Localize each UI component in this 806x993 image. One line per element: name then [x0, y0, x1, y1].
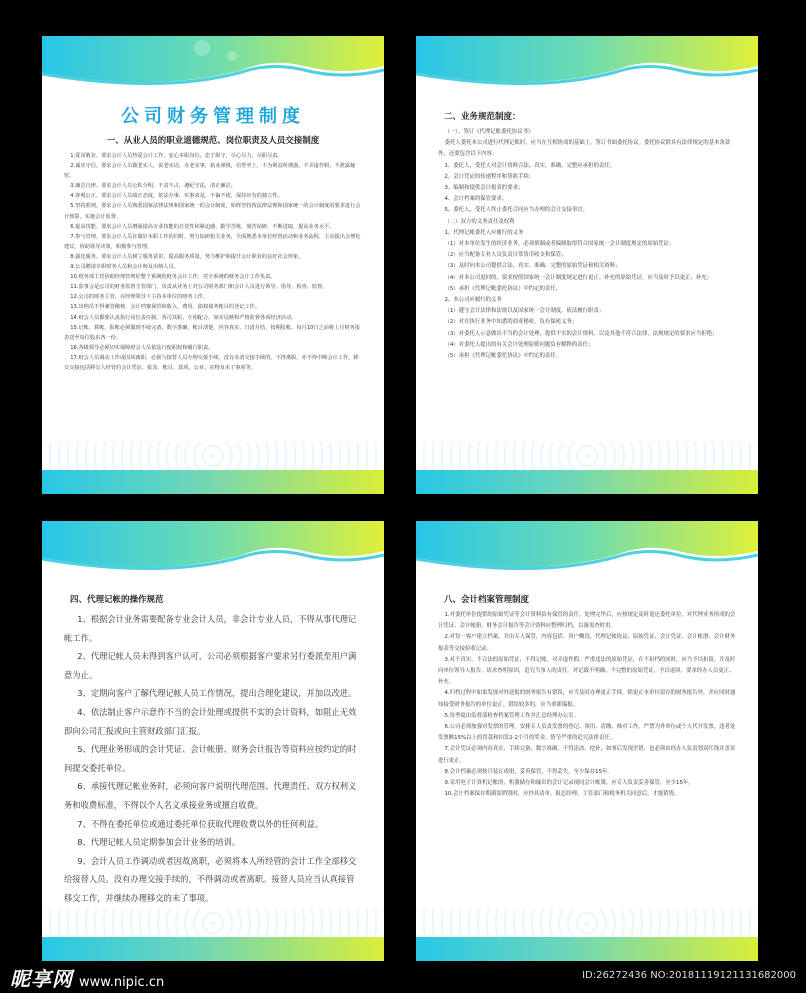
paragraph: 12.公司的财务主管，在经理领导下主持本单位的财务工作。	[70, 294, 209, 301]
document-title: 公司财务管理制度	[121, 106, 305, 127]
paragraph: 9.公司聘请专职财务人员和会计师及出纳人员。	[70, 264, 179, 271]
paragraph: （1）遵守会计法律和法规以及国家统一会计制度，依法履行职责；	[444, 308, 605, 315]
paragraph: 2、会计凭证的传递程序和签收手续；	[444, 173, 535, 180]
paragraph: （4）对本公司退回的，要求按照国家统一会计制度规定进行更正、补充的原始凭证，应当及时予以更正、补充；	[444, 274, 713, 281]
paragraph: 1、代理记帐委托人应履行的义务	[444, 229, 524, 236]
watermark-id: ID:26272436 NO:20181119121131682000	[582, 970, 796, 981]
section-heading: 二、业务规范制度：	[444, 112, 521, 122]
watermark-logo-text: 昵享网	[10, 967, 73, 991]
paragraph: 13.出纳员不得兼管稽核、会计档案保管和收入、费用、债权债务帐目的登记工作。	[70, 304, 261, 311]
paragraph: 14.财会人员都要认真执行岗位责任制，各司其职，互相配合，如实反映和严格监督各项经济活动。	[70, 314, 297, 321]
footer-gradient-bar	[42, 470, 384, 494]
paragraph: （二）双方的义务责任及权利	[444, 218, 515, 225]
paragraph: 3.廉洁自律。要求会计人员公私分明，不贪不占，遵纪守法，清正廉洁。	[70, 183, 236, 190]
paragraph: 4.归档过程中如果发现对外送报的财务报告有错误，应当及时办理更正手续。除更正本单位留存的财务报告外，并应同时通知接受财务报告的单位更正。错误较多的，应当重新编报。	[438, 690, 736, 708]
paragraph: 4、会计档案的保管要求；	[444, 196, 508, 203]
paragraph: 5.坚持准则。要求会计人员熟悉国家法律法规和国家统一的会计制度，始终坚持按法律法规和国家统一的会计制度的要求进行会计核算，实施会计监督。	[64, 203, 361, 220]
paragraph: （5）承担《代理记帐委托协议》中约定的责任。	[444, 285, 562, 292]
paragraph: 6、承接代理记帐业务时，必须向客户说明代理范围、代理责任、双方权利义务和收费标准，不得以个人名义承接业务或擅自收费。	[64, 781, 357, 810]
paragraph: 17.财会人员调动工作或因故离职，必须与接替人员办理交接手续，没有办清交接手续的，不得离职，亦不得中断会计工作。移交交接包括移交人经管的会计凭证、报表、帐目、款项、公章、实物及未了事项等。	[64, 354, 359, 371]
paragraph: 9.采用电子计算机记帐的，机器储存和输出的会计记录视同会计帐簿，应专人负责妥善保管，至少15年。	[444, 780, 694, 787]
paragraph: 16.各级领导必须切实保障财会人员依法行使职权和履行职责。	[70, 344, 214, 351]
panel-business-rules	[416, 36, 758, 494]
panel-archive-management	[416, 521, 758, 961]
paragraph: 委托人委托本公司进行代理记账时，应当在互相协商的基础上，签订书面委托协议。委托协议除具有法律规定的基本条款外，还要包含以下内容：	[438, 140, 731, 158]
watermark-site: www.nipic.cn	[79, 975, 165, 990]
section-heading: 四、代理记帐的操作规范	[70, 595, 164, 605]
section-body	[64, 151, 362, 373]
paragraph: 4.客观公正。要求会计人员端正态度，依法办事，实事求是，不偏不倚，保持应有的独立性。	[70, 193, 283, 200]
paragraph: 8.强化服务。要求会计人员树立服务意识，提高服务质量，努力维护和提升会计职业的良好社会形象。	[70, 253, 304, 260]
header-wave-graphic	[42, 521, 384, 577]
paragraph: 6.公司必须加强对发票的管理，安排专人负责发票的登记、领用、清缴、核对工作。严禁为外单位或个人代开发票，违者处发票额15%以上的罚款和扣发1-2个月的奖金，情节严重的追究法律责任。	[438, 724, 736, 742]
paragraph: 2、本公司应履行的义务	[444, 297, 502, 304]
paragraph: 7.参与管理。要求会计人员在做好本职工作的同时，努力钻研相关业务，全面熟悉本单位经营活动和业务流程，主动提出合理化建议，协助领导决策，积极参与管理。	[64, 233, 361, 250]
paragraph: 2、代理记帐人员未得到客户认可，公司必须根据客户要求另行委派至用户满意为止。	[64, 651, 357, 680]
paragraph: 3、编制和提供会计报表的要求；	[444, 185, 524, 192]
panel-finance-system	[42, 36, 384, 494]
footer-gradient-bar	[42, 937, 384, 961]
paragraph: 1.爱岗敬业。要求会计人员热爱会计工作，安心本职岗位，忠于职守，尽心尽力，尽职尽责。	[70, 153, 283, 159]
watermark-logo	[10, 963, 164, 992]
paragraph: 7.会计凭证必须内容真实、手续完备、数字准确、不得涂改、挖补，如事后发现差错，也必须由经办人负责划双红线并盖章进行更正。	[438, 746, 736, 764]
paragraph: （3）对委托人示意做出不当的会计处理，提供不实的会计资料，以及其他不符合法律、法规规定的要求应当拒绝；	[444, 330, 718, 337]
header-wave-graphic	[42, 36, 384, 92]
paragraph: （5）承担《代理记帐委托协议》中约定的责任。	[444, 353, 562, 360]
panel-bookkeeping-procedures	[42, 521, 384, 961]
paragraph: 15.记帐、算帐、报帐必须做到手续完备，数字准确，帐目清楚，内容真实，日清月结，按期报帐，每月10日之前将上月财务报表送至每位股东各一份。	[64, 324, 361, 341]
paragraph: 10.会计档案保存期满需销毁时，应抄具清单，报总经理、主管部门和税务机关同意后，才能销毁。	[444, 791, 680, 798]
paragraph: 11.监事会是公司的财务监督主管部门，负责从业务上对公司财务部门和会计人员进行领导、指导、检查、监督。	[70, 284, 328, 291]
paragraph: 3、定期向客户了解代理记帐人员工作情况，提出合理化建议，并加以改进。	[77, 688, 357, 699]
paragraph: （2）应当配备专业人员负责日常货币收支和保管；	[444, 252, 567, 259]
paragraph: 1、委托人、受托人对会计资料合法、真实、准确、完整应承担的责任。	[444, 162, 616, 169]
paragraph: 9、会计人员工作调动或者因故离职，必须将本人所经管的会计工作全部移交给接替人员。没有办理交接手续的，不得调动或者离职。接替人员应当认真接管移交工作，并继续办理移交的未了事项。	[64, 855, 357, 903]
paragraph: 8.会计档案必须按月装订成册，妥善保管，不得丢失，至少保存15年。	[444, 768, 613, 775]
section-body	[438, 610, 736, 800]
section-body	[438, 127, 736, 362]
paragraph: 5、委托人、受托人终止委托合同应当办理的会计交接事宜。	[444, 207, 589, 214]
paragraph: （4）对委托人提出的有关会计处理原则问题负有解释的责任；	[444, 341, 594, 348]
header-wave-graphic	[416, 521, 758, 577]
paragraph: （2）对在执行业务中知悉的商业秘密，负有保密义务；	[444, 319, 578, 326]
paragraph: （1）对本单位发生的经济业务，必须填制或者编制取得符合国家统一会计制度规定的原始凭证；	[444, 241, 675, 248]
paragraph: 6.提高技能。要求会计人员增强提高专业技能的自觉性和紧迫感，勤学苦练，刻苦钻研，不断进取，提高业务水平。	[70, 223, 335, 230]
paragraph: 2.诚实守信。要求会计人员做老实人，说老实话，办老实事，执业谨慎，信誉至上，不为利益所诱惑，不弄虚作假，不泄露秘密。	[64, 163, 356, 180]
section-heading: 八、会计档案管理制度	[444, 595, 530, 605]
paragraph: （一）、签订《代理记账委托协议书》	[444, 129, 534, 135]
paragraph: 2.对每一客户建立档案，并由专人保管，内容包括：用户概况、代理记帐协议、原始凭证、会计凭证、会计帐册、会计财务报表等交接验收记录。	[438, 634, 736, 652]
footer-gradient-bar	[416, 470, 758, 494]
footer-gradient-bar	[416, 937, 758, 961]
paragraph: （3）及时向本公司提供合法、真实、准确、完整的原始凭证和相关资料；	[444, 263, 621, 270]
paragraph: 8、代理记帐人员定期参加会计业务的培训。	[77, 837, 241, 848]
paragraph: 3.对不真实、不合法的原始凭证，不得记帐。对弄虚作假、严重违法的原始凭证，在不扣档的同时，应当予以扣留，并及时向单位领导人报告，请求查明原因，追究当事人的责任。对记载不明确、不完整的原始凭证，予以退回，要求经办人员更正、补充。	[438, 656, 736, 686]
header-wave-graphic	[416, 36, 758, 92]
paragraph: 1、根据会计业务需要配备专业会计人员，非会计专业人员，不得从事代理记帐工作。	[64, 614, 357, 643]
paragraph: 4、依法制止客户示意作不当的会计处理或提供不实的会计资料，如阻止无效即向公司汇报或向主管财政部门汇报。	[64, 706, 357, 736]
paragraph: 1.对委托单位提供的原始凭证等会计资料负有保管的责任。处理完毕后，应按规定及时返还委托单位，对代理业务形成的会计凭证、会计帐册、财务会计报告等会计资料应整理归档，以备需查时用。	[438, 612, 736, 630]
paragraph: 7、不得在委托单位或通过委托单位获取代理收费以外的任何利益。	[77, 818, 324, 829]
section-heading: 一、从业人员的职业道德规范、岗位职责及人员交接制度	[106, 136, 320, 146]
paragraph: 5.每季度由监督部检查档案管理工作并汇总经理办公室。	[444, 712, 579, 719]
section-body	[64, 610, 362, 908]
paragraph: 10.财务部主管协助经理管理好整个系统的财务会计工作，对全系统的财务会计工作负责。	[70, 274, 276, 281]
paragraph: 5、代理业务形成的会计凭证、会计帐册、财务会计报告等资料应按约定的时间提交委托单位。	[64, 744, 357, 773]
